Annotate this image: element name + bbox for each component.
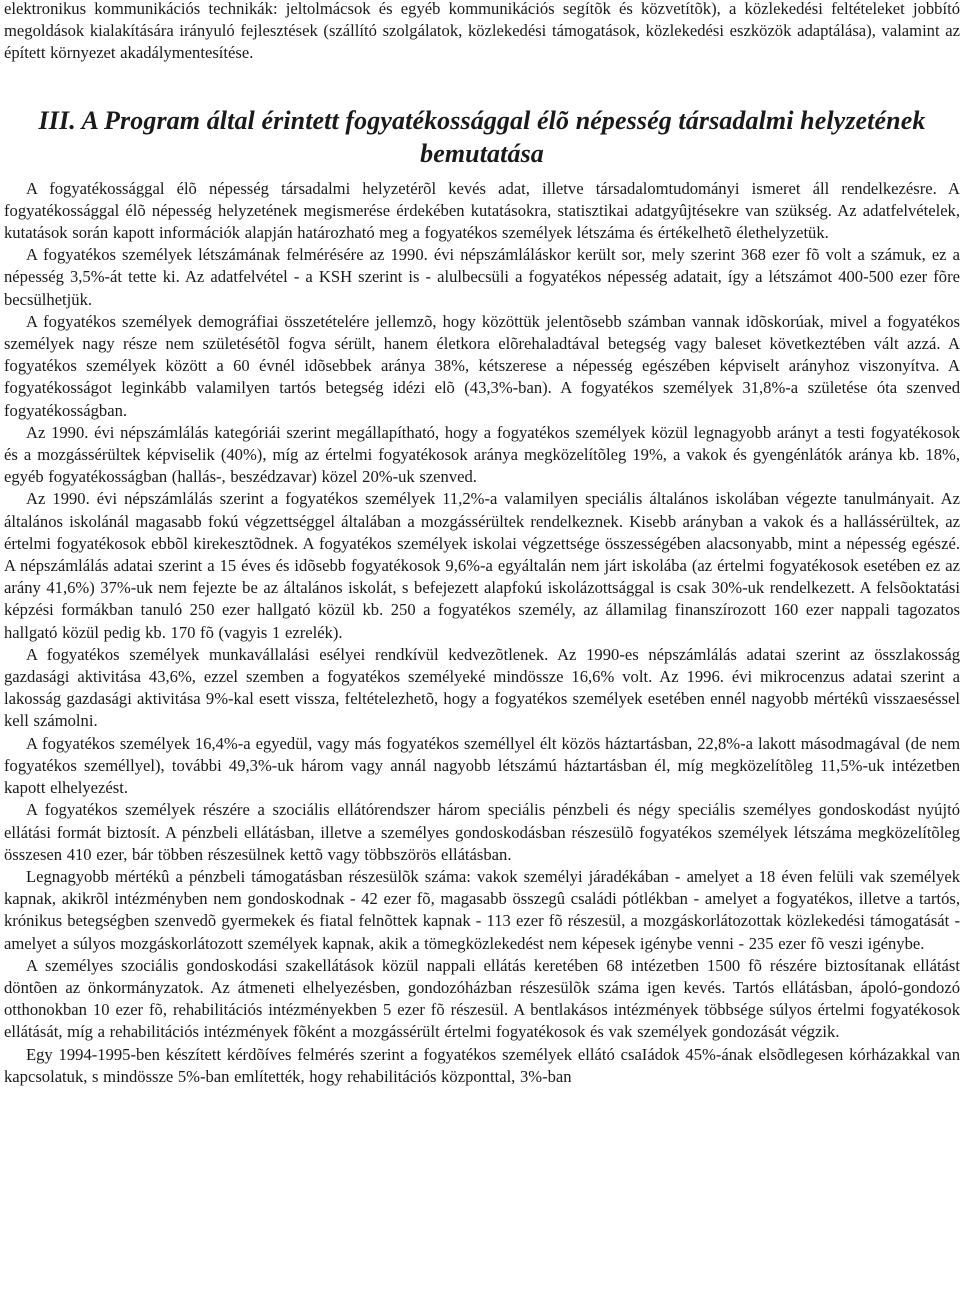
body-paragraph: A fogyatékos személyek munkavállalási esélyei rendkívül kedvezõtlenek. Az 1990-es népszámlálás adatai szerint az összlakosság gazdasági aktivitása 43,6%, ezzel szemben a fogyatékos személyeké mindössze 16,6% volt. Az 1996. évi mikrocenzus adatai szerint a lakosság gazdasági aktivitása 9%-kal esett vissza, feltételezhetõ, hogy a fogyatékos személyek esetében ennél nagyobb mértékû visszaeséssel kell számolni.	[4, 644, 960, 731]
body-paragraph: Az 1990. évi népszámlálás szerint a fogyatékos személyek 11,2%-a valamilyen speciális általános iskolában végezte tanulmányait. Az általános iskolánál magasabb fokú végzettséggel általában a mozgássérültek rendelkeznek. Kisebb arányban a vakok és a hallássérültek, az értelmi fogyatékosok ebbõl kirekesztõdnek. A fogyatékos személyek iskolai végzettsége összességében alacsonyabb, mint a népesség egészé. A népszámlálás adatai szerint a 15 éves és idõsebb fogyatékosok 9,6%-a egyáltalán nem járt iskolába (az értelmi fogyatékosok esetében ez az arány 41,6%) 37%-uk nem fejezte be az általános iskolát, s befejezett alapfokú iskolázottsággal is csak 30%-uk rendelkezett. A felsõoktatási képzési formákban tanuló 250 ezer hallgató közül kb. 250 a fogyatékos személy, az államilag finanszírozott 160 ezer nappali tagozatos hallgató közül pedig kb. 170 fõ (vagyis 1 ezrelék).	[4, 489, 960, 642]
body-paragraph: A fogyatékos személyek 16,4%-a egyedül, vagy más fogyatékos személlyel élt közös háztartásban, 22,8%-a lakott másodmagával (de nem fogyatékos személlyel), további 49,3%-uk három vagy annál nagyobb létszámú háztartásban él, míg megközelítõleg 11,5%-uk intézetben kapott elhelyezést.	[4, 733, 960, 798]
body-paragraph: A fogyatékos személyek létszámának felmérésére az 1990. évi népszámláláskor került sor, mely szerint 368 ezer fõ volt a számuk, ez a népesség 3,5%-át tette ki. Az adatfelvétel - a KSH szerint is - alulbecsüli a fogyatékos népesség adatait, így a létszámot 400-500 ezer fõre becsülhetjük.	[4, 245, 960, 309]
section-number: III.	[38, 105, 76, 135]
intro-paragraph: elektronikus kommunikációs technikák: jeltolmácsok és egyéb kommunikációs segítõk és közvetítõk), a közlekedési feltételeket jobbító megoldások kialakítására irányuló fejlesztések (szállító szolgálatok, közlekedési támogatások, közlekedési eszközök adaptálása), valamint az épített környezet akadálymentesítése.	[4, 0, 960, 63]
body-paragraph: Az 1990. évi népszámlálás kategóriái szerint megállapítható, hogy a fogyatékos személyek közül legnagyobb arányt a testi fogyatékosok és a mozgássérültek képviselik (40%), míg az értelmi fogyatékosok aránya megközelítõleg 19%, a vakok és gyengénlátók aránya kb. 18%, egyéb fogyatékosságban (hallás-, beszédzavar) közel 20%-uk szenved.	[4, 422, 960, 487]
document-page	[4, 0, 960, 1088]
body-paragraph: Egy 1994-1995-ben készített kérdõíves felmérés szerint a fogyatékos személyek ellátó csaIádok 45%-ának elsõdlegesen kórházakkal van kapcsolatuk, s mindössze 5%-ban említették, hogy rehabilitációs központtal, 3%-ban	[4, 1044, 960, 1086]
body-paragraph: A fogyatékossággal élõ népesség társadalmi helyzetérõl kevés adat, illetve társadalomtudományi ismeret áll rendelkezésre. A fogyatékossággal élõ népesség helyzetének megismerése érdekében kutatásokra, statisztikai adatgyûjtésekre van szükség. Az adatfelvételek, kutatások során kapott információk alapján határozható meg a fogyatékos személyek létszáma és értékelhetõ élethelyzetük.	[4, 178, 960, 243]
section-title: A Program által érintett fogyatékossággal élõ népesség társadalmi helyzetének bemutatása	[81, 105, 926, 168]
body-paragraph: Legnagyobb mértékû a pénzbeli támogatásban részesülõk száma: vakok személyi járadékában - amelyet a 18 éven felüli vak személyek kapnak, akikrõl intézményben nem gondoskodnak - 42 ezer fõ, magasabb összegû családi pótlékban - amelyet a fogyatékos, illetve a tartós, krónikus betegségben szenvedõ gyermekek és fiatal felnõttek kapnak - 113 ezer fõ részesül, a mozgáskorlátozottak közlekedési támogatását - amelyet a súlyos mozgáskorlátozott személyek kapnak, akik a tömegközlekedést nem képesek igénybe venni - 235 ezer fõ veszi igénybe.	[4, 866, 960, 953]
section-heading	[4, 104, 960, 170]
body-paragraph: A fogyatékos személyek részére a szociális ellátórendszer három speciális pénzbeli és négy speciális személyes gondoskodást nyújtó ellátási formát biztosít. A pénzbeli ellátásban, illetve a személyes gondoskodásban részesülõ fogyatékos személyek létszáma megközelítõleg összesen 410 ezer, bár többen részesülnek kettõ vagy többszörös ellátásban.	[4, 800, 960, 864]
body-paragraph: A fogyatékos személyek demográfiai összetételére jellemzõ, hogy közöttük jelentõsebb számban vannak idõskorúak, mivel a fogyatékos személyek nagy része nem születésétõl fogva sérült, hanem életkora elõrehaladtával betegség vagy baleset következtében vált azzá. A fogyatékos személyek között a 60 évnél idõsebbek aránya 38%, kétszerese a népesség egészében képviselt arányhoz viszonyítva. A fogyatékosságot leginkább valamilyen tartós betegség idézi elõ (43,3%-ban). A fogyatékos személyek 31,8%-a születése óta szenved fogyatékosságban.	[4, 311, 960, 420]
body-paragraph: A személyes szociális gondoskodási szakellátások közül nappali ellátás keretében 68 intézetben 1500 fõ részére biztosítanak ellátást döntõen az önkormányzatok. Az átmeneti elhelyezésben, gondozóházban részesülõk száma igen kevés. Tartós ellátásban, ápoló-gondozó otthonokban 10 ezer fõ, rehabilitációs intézményekben 5 ezer fõ részesül. A bentlakásos intézmények többsége súlyos értelmi fogyatékosok ellátását, míg a rehabilitációs intézmények fõként a mozgássérült értelmi fogyatékosok és vak személyek gondozását végzik.	[4, 955, 960, 1042]
